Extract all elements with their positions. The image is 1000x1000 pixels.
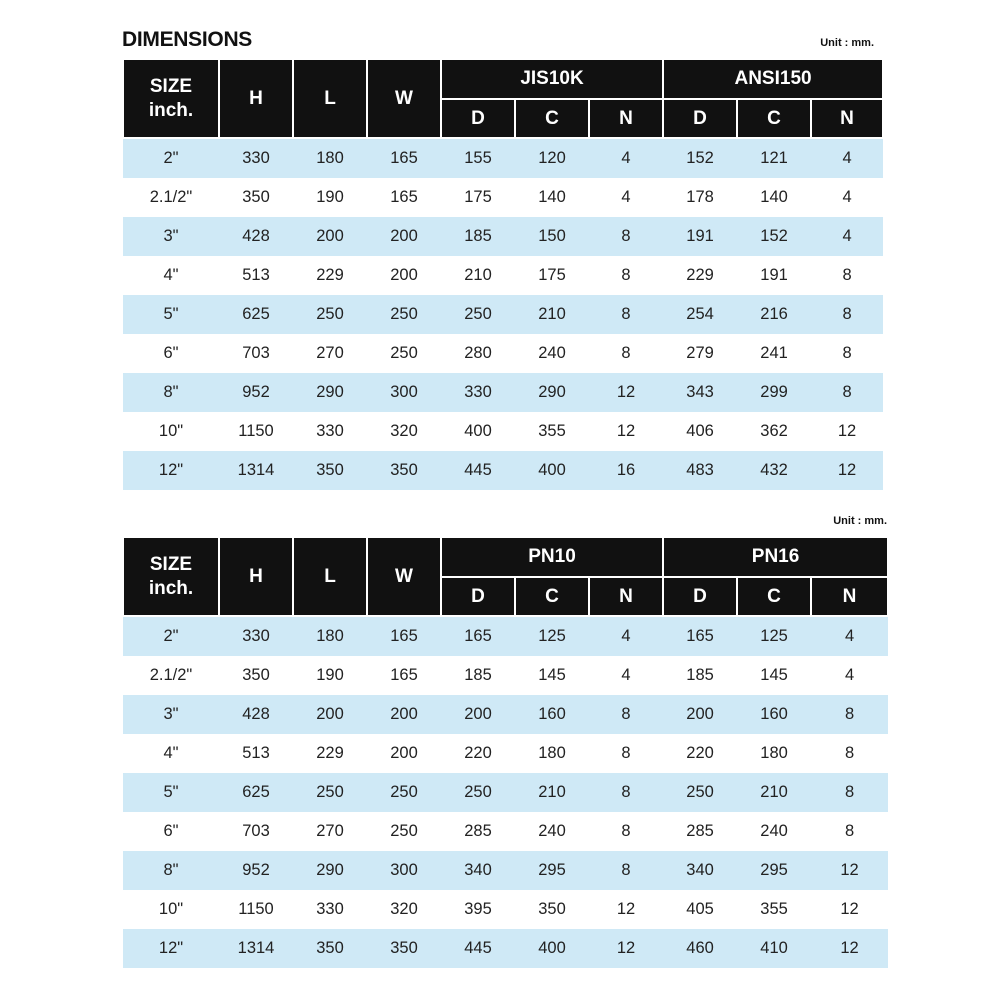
table-cell: 200 — [367, 217, 441, 256]
table-cell: 8 — [811, 734, 888, 773]
table-cell: 8 — [589, 256, 663, 295]
table-row — [123, 929, 888, 968]
table-cell: 350 — [367, 451, 441, 490]
table-cell: 191 — [663, 217, 737, 256]
table-cell: 220 — [663, 734, 737, 773]
table-cell: 285 — [441, 812, 515, 851]
table-cell: 350 — [293, 929, 367, 968]
table-cell: 120 — [515, 138, 589, 178]
table-cell: 12" — [123, 451, 219, 490]
table-cell: 270 — [293, 334, 367, 373]
table-cell: 445 — [441, 451, 515, 490]
table-row — [123, 412, 883, 451]
table-cell: 16 — [589, 451, 663, 490]
header-d: D — [441, 99, 515, 138]
table-cell: 330 — [219, 138, 293, 178]
table-cell: 355 — [515, 412, 589, 451]
table-cell: 200 — [367, 734, 441, 773]
table-cell: 121 — [737, 138, 811, 178]
table-cell: 2.1/2" — [123, 656, 219, 695]
table-cell: 165 — [441, 616, 515, 656]
table-cell: 400 — [515, 451, 589, 490]
header-l: L — [293, 537, 367, 616]
table-cell: 2.1/2" — [123, 178, 219, 217]
table-cell: 330 — [293, 412, 367, 451]
table-cell: 4 — [589, 178, 663, 217]
table-cell: 178 — [663, 178, 737, 217]
table-cell: 125 — [737, 616, 811, 656]
header-c: C — [515, 99, 589, 138]
table-cell: 8" — [123, 851, 219, 890]
table-cell: 12 — [811, 890, 888, 929]
table-cell: 460 — [663, 929, 737, 968]
table-cell: 400 — [515, 929, 589, 968]
table-cell: 250 — [367, 773, 441, 812]
table-cell: 280 — [441, 334, 515, 373]
header-c: C — [737, 577, 811, 616]
table-cell: 8 — [589, 773, 663, 812]
table-cell: 254 — [663, 295, 737, 334]
table-cell: 8 — [811, 373, 883, 412]
table-cell: 160 — [737, 695, 811, 734]
table-cell: 8 — [589, 812, 663, 851]
table-cell: 250 — [293, 295, 367, 334]
table-cell: 145 — [737, 656, 811, 695]
table-row — [123, 851, 888, 890]
table-cell: 295 — [737, 851, 811, 890]
table-cell: 2" — [123, 138, 219, 178]
table-cell: 4 — [589, 138, 663, 178]
table-cell: 330 — [219, 616, 293, 656]
table-cell: 6" — [123, 334, 219, 373]
header-size-line1: SIZE — [149, 553, 193, 575]
table-cell: 152 — [737, 217, 811, 256]
table-row — [123, 256, 883, 295]
table-row — [123, 334, 883, 373]
table-cell: 513 — [219, 734, 293, 773]
table-cell: 4 — [811, 138, 883, 178]
table-cell: 229 — [293, 734, 367, 773]
table-cell: 295 — [515, 851, 589, 890]
table-cell: 250 — [367, 812, 441, 851]
header-n: N — [589, 577, 663, 616]
table-cell: 12 — [811, 851, 888, 890]
table-cell: 250 — [441, 295, 515, 334]
table-cell: 350 — [515, 890, 589, 929]
table-row — [123, 295, 883, 334]
table-cell: 8 — [811, 773, 888, 812]
table-row — [123, 616, 888, 656]
table-cell: 229 — [293, 256, 367, 295]
table-body — [123, 138, 883, 490]
table-cell: 8 — [811, 256, 883, 295]
table-cell: 185 — [663, 656, 737, 695]
table-cell: 340 — [663, 851, 737, 890]
table-cell: 350 — [219, 656, 293, 695]
table-cell: 165 — [663, 616, 737, 656]
header-h: H — [219, 59, 293, 138]
table-cell: 200 — [293, 695, 367, 734]
table-cell: 140 — [737, 178, 811, 217]
table-cell: 190 — [293, 656, 367, 695]
table-cell: 8 — [811, 295, 883, 334]
header-group-pn16: PN16 — [663, 537, 888, 577]
table-cell: 625 — [219, 773, 293, 812]
table-cell: 185 — [441, 217, 515, 256]
table-cell: 165 — [367, 616, 441, 656]
header-size-line2: inch. — [148, 99, 194, 121]
table-cell: 340 — [441, 851, 515, 890]
header-d: D — [663, 99, 737, 138]
table-cell: 4 — [811, 656, 888, 695]
table-cell: 350 — [367, 929, 441, 968]
table-cell: 625 — [219, 295, 293, 334]
table-row — [123, 451, 883, 490]
header-l: L — [293, 59, 367, 138]
table-cell: 428 — [219, 217, 293, 256]
table-row — [123, 734, 888, 773]
header-size — [123, 537, 219, 616]
table-row — [123, 656, 888, 695]
table-body — [123, 616, 888, 968]
table-cell: 180 — [293, 138, 367, 178]
header-size-line1: SIZE — [149, 75, 193, 97]
table-cell: 1150 — [219, 890, 293, 929]
table-cell: 483 — [663, 451, 737, 490]
table-cell: 200 — [367, 256, 441, 295]
table-cell: 350 — [219, 178, 293, 217]
table-cell: 250 — [441, 773, 515, 812]
dimensions-table-jis-ansi — [122, 58, 884, 490]
header-n: N — [589, 99, 663, 138]
table-cell: 8 — [811, 334, 883, 373]
table-cell: 5" — [123, 295, 219, 334]
header-group-pn10: PN10 — [441, 537, 663, 577]
table-cell: 4" — [123, 256, 219, 295]
table-cell: 320 — [367, 890, 441, 929]
table-cell: 405 — [663, 890, 737, 929]
header-size — [123, 59, 219, 138]
table-cell: 410 — [737, 929, 811, 968]
table-cell: 165 — [367, 656, 441, 695]
table-cell: 12" — [123, 929, 219, 968]
table-cell: 165 — [367, 178, 441, 217]
table-cell: 210 — [737, 773, 811, 812]
table-cell: 400 — [441, 412, 515, 451]
table-cell: 1314 — [219, 451, 293, 490]
table-cell: 12 — [589, 373, 663, 412]
table-cell: 125 — [515, 616, 589, 656]
table-cell: 299 — [737, 373, 811, 412]
table-cell: 330 — [441, 373, 515, 412]
page-title: DIMENSIONS — [122, 28, 253, 51]
table-cell: 241 — [737, 334, 811, 373]
table-cell: 432 — [737, 451, 811, 490]
table-cell: 703 — [219, 812, 293, 851]
table-cell: 240 — [515, 334, 589, 373]
table-cell: 513 — [219, 256, 293, 295]
header-w: W — [367, 537, 441, 616]
header-group-jis10k: JIS10K — [441, 59, 663, 99]
table-cell: 6" — [123, 812, 219, 851]
table-cell: 428 — [219, 695, 293, 734]
table-cell: 4 — [811, 217, 883, 256]
table-cell: 10" — [123, 890, 219, 929]
table-row — [123, 373, 883, 412]
table-cell: 175 — [515, 256, 589, 295]
table-cell: 240 — [737, 812, 811, 851]
table-cell: 8 — [589, 334, 663, 373]
table-row — [123, 812, 888, 851]
table-row — [123, 217, 883, 256]
table-cell: 1150 — [219, 412, 293, 451]
table-cell: 165 — [367, 138, 441, 178]
table-cell: 250 — [663, 773, 737, 812]
table-cell: 160 — [515, 695, 589, 734]
table-row — [123, 138, 883, 178]
table-cell: 216 — [737, 295, 811, 334]
table-cell: 703 — [219, 334, 293, 373]
dimensions-table-pn — [122, 536, 889, 968]
table-cell: 355 — [737, 890, 811, 929]
table-cell: 12 — [589, 890, 663, 929]
table-row — [123, 178, 883, 217]
table-cell: 300 — [367, 373, 441, 412]
table-cell: 240 — [515, 812, 589, 851]
table-cell: 445 — [441, 929, 515, 968]
table-cell: 12 — [589, 929, 663, 968]
table-cell: 210 — [515, 773, 589, 812]
table-cell: 191 — [737, 256, 811, 295]
table-cell: 8" — [123, 373, 219, 412]
table-cell: 12 — [811, 929, 888, 968]
table-cell: 395 — [441, 890, 515, 929]
table-cell: 200 — [441, 695, 515, 734]
table-cell: 155 — [441, 138, 515, 178]
table-cell: 180 — [515, 734, 589, 773]
table-cell: 290 — [293, 373, 367, 412]
table-cell: 180 — [293, 616, 367, 656]
table-cell: 175 — [441, 178, 515, 217]
table-cell: 220 — [441, 734, 515, 773]
table-cell: 12 — [811, 451, 883, 490]
table-cell: 250 — [367, 334, 441, 373]
table-cell: 320 — [367, 412, 441, 451]
table-cell: 140 — [515, 178, 589, 217]
table-cell: 330 — [293, 890, 367, 929]
table-cell: 4 — [811, 616, 888, 656]
table-cell: 4 — [589, 616, 663, 656]
table-cell: 290 — [515, 373, 589, 412]
header-d: D — [441, 577, 515, 616]
table-cell: 10" — [123, 412, 219, 451]
header-n: N — [811, 99, 883, 138]
table-cell: 279 — [663, 334, 737, 373]
table-cell: 3" — [123, 217, 219, 256]
table-cell: 270 — [293, 812, 367, 851]
header-group-ansi150: ANSI150 — [663, 59, 883, 99]
header-d: D — [663, 577, 737, 616]
table-cell: 406 — [663, 412, 737, 451]
table-cell: 8 — [811, 812, 888, 851]
table-cell: 145 — [515, 656, 589, 695]
header-n: N — [811, 577, 888, 616]
table-cell: 210 — [515, 295, 589, 334]
table-cell: 952 — [219, 373, 293, 412]
header-c: C — [737, 99, 811, 138]
table-cell: 8 — [589, 695, 663, 734]
header-h: H — [219, 537, 293, 616]
table-cell: 2" — [123, 616, 219, 656]
table-cell: 8 — [589, 734, 663, 773]
table-cell: 229 — [663, 256, 737, 295]
table-cell: 152 — [663, 138, 737, 178]
header-size-line2: inch. — [148, 577, 194, 599]
table-cell: 300 — [367, 851, 441, 890]
table-cell: 8 — [589, 851, 663, 890]
header-c: C — [515, 577, 589, 616]
table-cell: 5" — [123, 773, 219, 812]
table-cell: 180 — [737, 734, 811, 773]
table-cell: 200 — [293, 217, 367, 256]
table-cell: 250 — [293, 773, 367, 812]
table-cell: 952 — [219, 851, 293, 890]
table-cell: 185 — [441, 656, 515, 695]
table-cell: 12 — [589, 412, 663, 451]
table-cell: 1314 — [219, 929, 293, 968]
table-cell: 12 — [811, 412, 883, 451]
table-cell: 190 — [293, 178, 367, 217]
table-cell: 4 — [589, 656, 663, 695]
table-cell: 285 — [663, 812, 737, 851]
table-cell: 150 — [515, 217, 589, 256]
header-w: W — [367, 59, 441, 138]
table-cell: 210 — [441, 256, 515, 295]
table-cell: 343 — [663, 373, 737, 412]
table-cell: 200 — [367, 695, 441, 734]
table-row — [123, 695, 888, 734]
unit-label: Unit : mm. — [820, 37, 874, 49]
table-cell: 250 — [367, 295, 441, 334]
table-cell: 200 — [663, 695, 737, 734]
table-cell: 8 — [589, 295, 663, 334]
unit-label: Unit : mm. — [833, 515, 887, 527]
table-cell: 350 — [293, 451, 367, 490]
table-cell: 4" — [123, 734, 219, 773]
table-row — [123, 890, 888, 929]
table-cell: 362 — [737, 412, 811, 451]
table-cell: 4 — [811, 178, 883, 217]
table-cell: 8 — [811, 695, 888, 734]
table-row — [123, 773, 888, 812]
table-cell: 3" — [123, 695, 219, 734]
table-cell: 8 — [589, 217, 663, 256]
table-cell: 290 — [293, 851, 367, 890]
